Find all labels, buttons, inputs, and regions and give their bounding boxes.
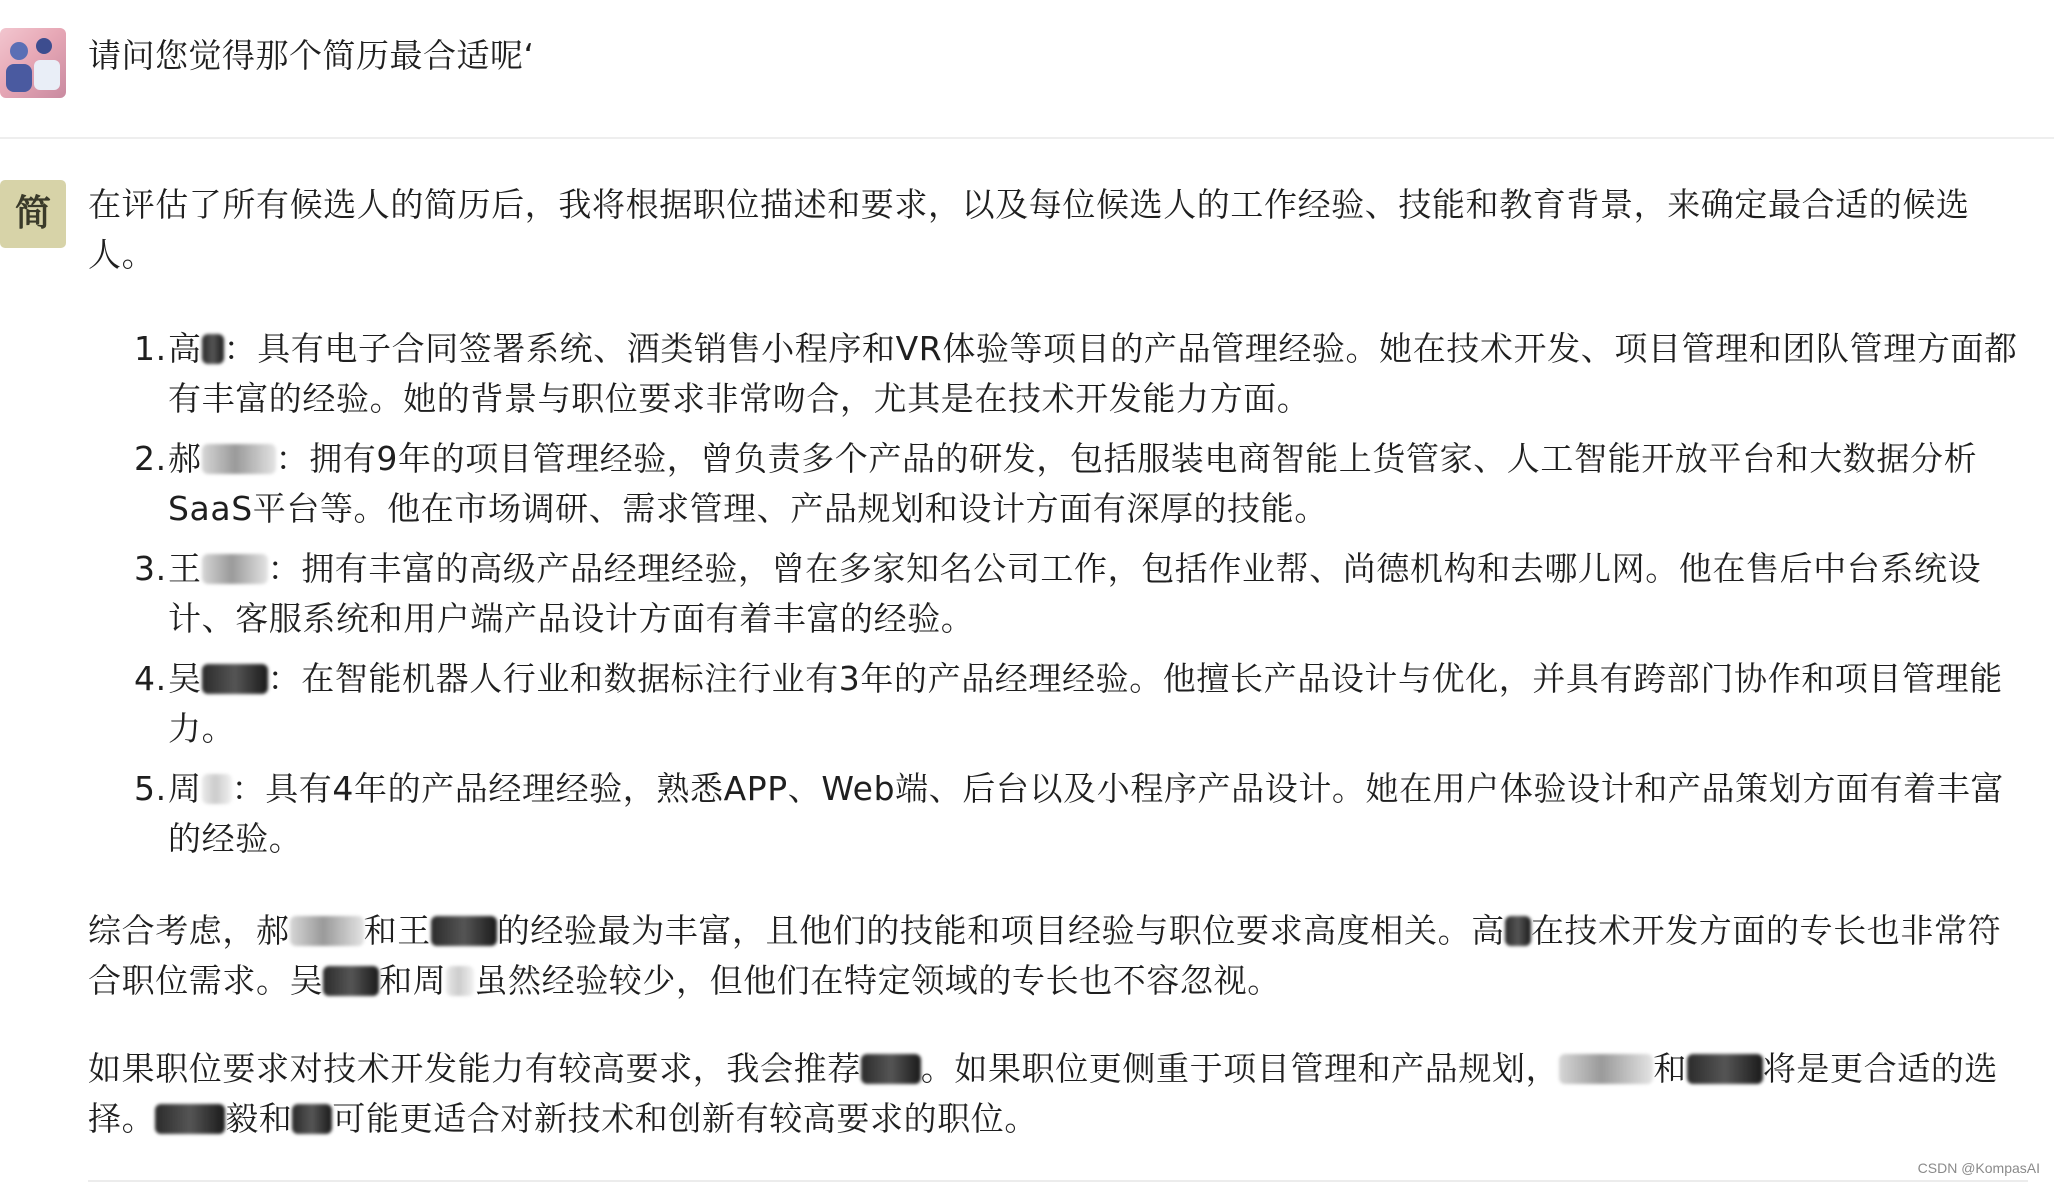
redaction-mask	[1505, 916, 1531, 946]
redaction-mask	[155, 1104, 225, 1134]
recommendation-text: 和	[1653, 1049, 1687, 1088]
summary-text: 在技术开发方面的专长也非常符合职位需求。吴	[88, 911, 2002, 1000]
answer-recommendation	[88, 1044, 2028, 1144]
candidate-description: ：拥有丰富的高级产品经理经验，曾在多家知名公司工作，包括作业帮、尚德机构和去哪儿网。他在售后中台系统设计、客服系统和用户端产品设计方面有着丰富的经验。	[168, 549, 1982, 638]
summary-text: 的经验最为丰富，且他们的技能和项目经验与职位要求高度相关。高	[496, 911, 1505, 950]
redaction-mask	[290, 916, 364, 946]
candidate-description: ：拥有9年的项目管理经验，曾负责多个产品的研发，包括服装电商智能上货管家、人工智能开放平台和大数据分析SaaS平台等。他在市场调研、需求管理、产品规划和设计方面有深厚的技能。	[168, 439, 1978, 528]
redaction-mask	[202, 334, 224, 364]
redaction-mask	[202, 664, 268, 694]
redaction-mask	[202, 774, 232, 804]
summary-text: 和周	[379, 961, 447, 1000]
candidate-list	[88, 324, 2028, 864]
answer-intro: 在评估了所有候选人的简历后，我将根据职位描述和要求，以及每位候选人的工作经验、技能和教育背景，来确定最合适的候选人。	[88, 185, 1970, 274]
candidate-number: 4.	[134, 659, 167, 698]
candidate-number: 3.	[134, 549, 167, 588]
candidate-description: ：具有4年的产品经理经验，熟悉APP、Web端、后台以及小程序产品设计。她在用户体验设计和产品策划方面有着丰富的经验。	[168, 769, 2004, 858]
candidate-name: 吴	[168, 659, 202, 698]
redaction-mask	[1559, 1054, 1653, 1084]
recommendation-text: 。如果职位更侧重于项目管理和产品规划，	[920, 1049, 1560, 1088]
candidate-item	[88, 324, 2028, 424]
input-box-edge	[88, 1180, 2028, 1186]
user-avatar	[0, 28, 66, 98]
answer-summary	[88, 906, 2028, 1006]
recommendation-text: 如果职位要求对技术开发能力有较高要求，我会推荐	[88, 1049, 861, 1088]
recommendation-text: 将是更合适的选择。	[88, 1049, 1999, 1138]
candidate-name: 王	[168, 549, 202, 588]
redaction-mask	[431, 916, 497, 946]
redaction-mask	[202, 554, 268, 584]
bot-answer	[88, 180, 2028, 1144]
redaction-mask	[202, 444, 276, 474]
user-message-text: 请问您觉得那个简历最合适呢‘	[88, 36, 535, 75]
user-message-row	[0, 0, 2054, 138]
watermark: CSDN @KompasAI	[1917, 1160, 2040, 1176]
redaction-mask	[323, 966, 379, 996]
candidate-name: 郝	[168, 439, 202, 478]
candidate-item	[88, 544, 2028, 644]
candidate-name: 周	[168, 769, 202, 808]
summary-text: 和王	[363, 911, 431, 950]
redaction-mask	[446, 966, 474, 996]
summary-text: 虽然经验较少，但他们在特定领域的专长也不容忽视。	[474, 961, 1281, 1000]
recommendation-text: 可能更适合对新技术和创新有较高要求的职位。	[332, 1099, 1039, 1138]
redaction-mask	[292, 1104, 332, 1134]
summary-text: 综合考虑，郝	[88, 911, 290, 950]
candidate-description: ：具有电子合同签署系统、酒类销售小程序和VR体验等项目的产品管理经验。她在技术开发、项目管理和团队管理方面都有丰富的经验。她的背景与职位要求非常吻合，尤其是在技术开发能力方面。	[168, 329, 2018, 418]
candidate-number: 5.	[134, 769, 167, 808]
candidate-number: 1.	[134, 329, 167, 368]
candidate-item	[88, 654, 2028, 754]
candidate-item	[88, 764, 2028, 864]
candidate-name: 高	[168, 329, 202, 368]
message-divider	[0, 137, 2054, 139]
candidate-description: ：在智能机器人行业和数据标注行业有3年的产品经理经验。他擅长产品设计与优化，并具有跨部门协作和项目管理能力。	[168, 659, 2003, 748]
candidate-item	[88, 434, 2028, 534]
candidate-number: 2.	[134, 439, 167, 478]
recommendation-text: 毅和	[225, 1099, 293, 1138]
bot-avatar: 简	[0, 180, 66, 248]
redaction-mask	[1687, 1054, 1763, 1084]
redaction-mask	[861, 1054, 921, 1084]
